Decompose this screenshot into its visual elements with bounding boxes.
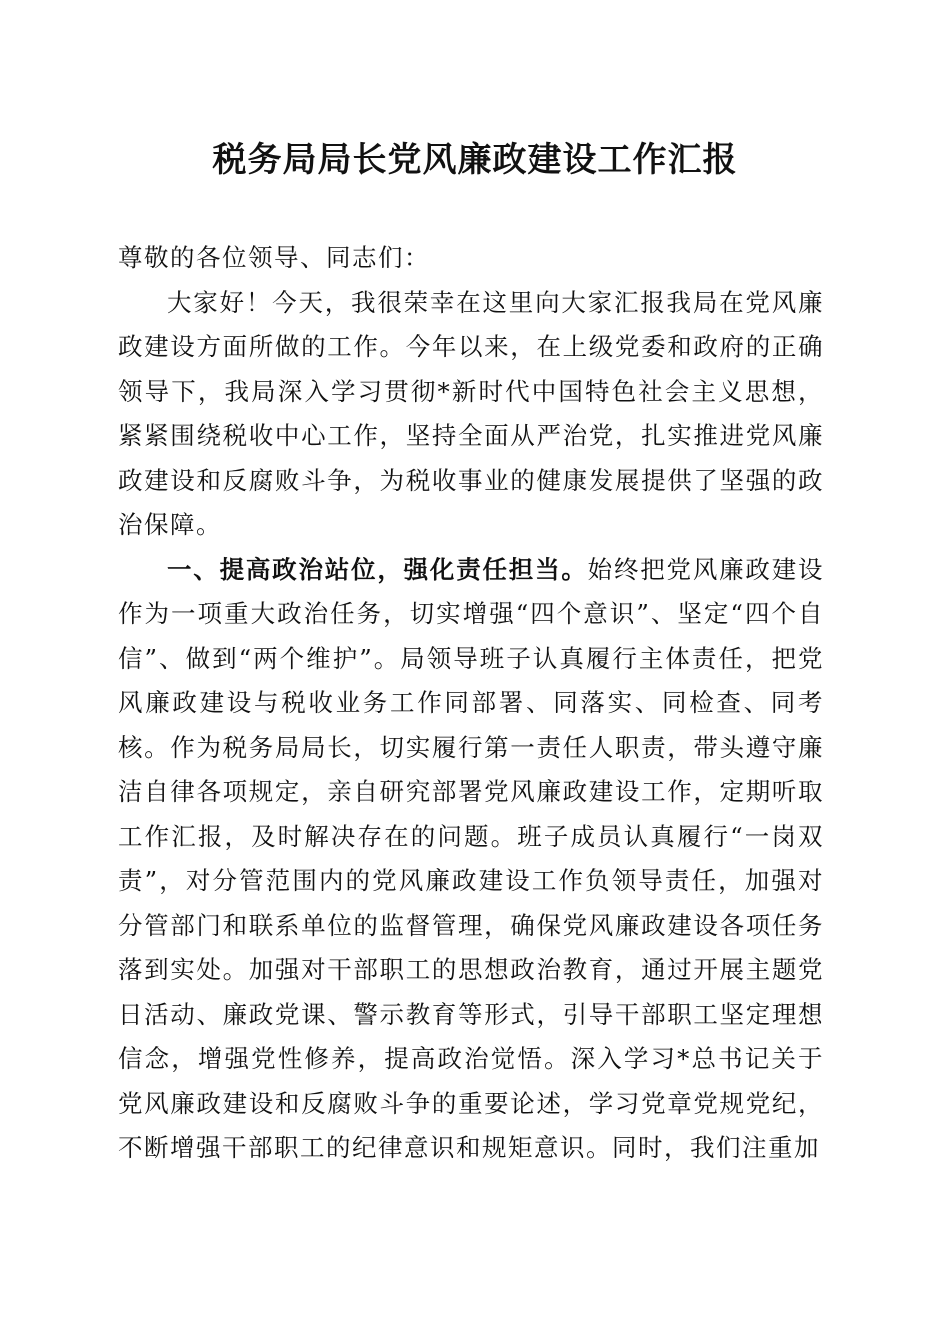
section-1-body: 始终把党风廉政建设作为一项重大政治任务，切实增强“四个意识”、坚定“四个自信”、做到“两个维护”。局领导班子认真履行主体责任，把党风廉政建设与税收业务工作同部署、同落实、同检查、同考核。作为税务局局长，切实履行第一责任人职责，带头遵守廉洁自律各项规定，亲自研究部署党风廉政建设工作，定期听取工作汇报，及时解决存在的问题。班子成员认真履行“一岗双责”，对分管范围内的党风廉政建设工作负领导责任，加强对分管部门和联系单位的监督管理，确保党风廉政建设各项任务落到实处。加强对干部职工的思想政治教育，通过开展主题党日活动、廉政党课、警示教育等形式，引导干部职工坚定理想信念，增强党性修养，提高政治觉悟。深入学习*总书记关于党风廉政建设和反腐败斗争的重要论述，学习党章党规党纪，不断增强干部职工的纪律意识和规矩意识。同时，我们注重加 [118,554,825,1162]
document-title: 税务局局长党风廉政建设工作汇报 [212,140,738,180]
document-body [118,236,824,1171]
salutation: 尊敬的各位领导、同志们： [118,243,430,272]
section-1-paragraph [118,548,824,1171]
intro-paragraph: 大家好！今天，我很荣幸在这里向大家汇报我局在党风廉政建设方面所做的工作。今年以来，在上级党委和政府的正确领导下，我局深入学习贯彻*新时代中国特色社会主义思想，紧紧围绕税收中心工作，坚持全面从严治党，扎实推进党风廉政建设和反腐败斗争，为税收事业的健康发展提供了坚强的政治保障。 [118,287,824,539]
section-1-heading: 一、提高政治站位，强化责任担当。 [167,554,588,584]
